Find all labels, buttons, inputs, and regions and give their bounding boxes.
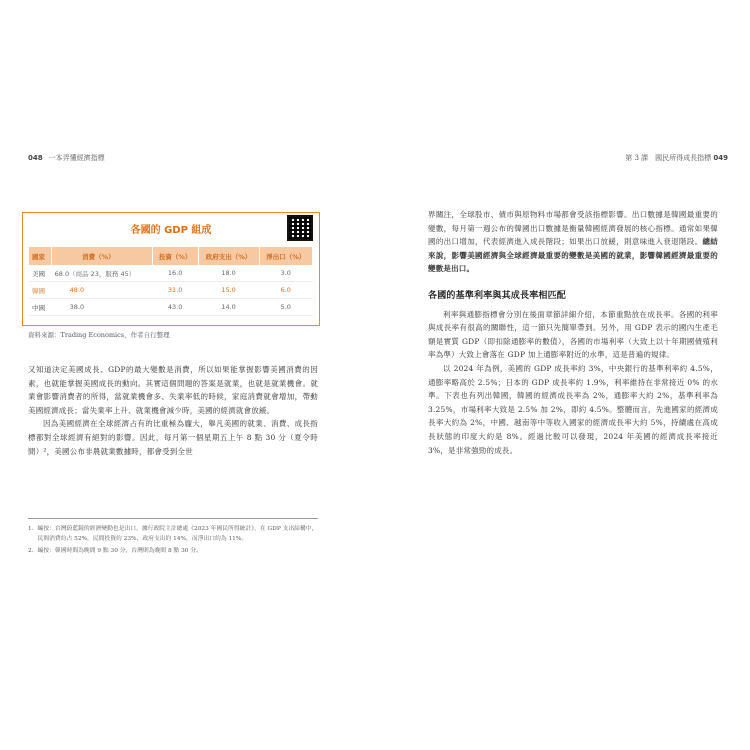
- qr-code-icon: [287, 215, 313, 241]
- footnote-1: [28, 525, 318, 544]
- right-page: [428, 150, 728, 166]
- header-government: 政府支出（%）: [198, 247, 259, 265]
- footnote-text: 編按：台灣蔚藍鏡的經濟變動也是出口，據行政院主計總處《2023 年國民所得統計》，在 GDP 支出結構中，民間消費約占 52%，民間投資約 23%，政府支出約 14%，而淨出口約為 11%。: [37, 526, 318, 542]
- right-body-text: [428, 208, 718, 457]
- cell-net-exports: 6.0: [259, 282, 312, 299]
- left-body-text: [28, 363, 318, 458]
- cell-investment: 16.0: [152, 265, 198, 282]
- gdp-composition-box: [22, 212, 320, 326]
- cell-investment: 31.0: [152, 282, 198, 299]
- cell-government: 15.0: [198, 282, 259, 299]
- left-page: [28, 150, 328, 166]
- cell-net-exports: 3.0: [259, 265, 312, 282]
- right-paragraph-1: 利率與通膨指標會分別在後面章節詳細介紹，本節重點放在成長率。各國的利率與成長率有很高的關聯性，這一節只先簡單帶到。另外，用 GDP 表示的國內生產毛額是實質 GDP（即扣除通膨率的數值），各國的市場利率（大致上以十年期國債殖利率為準）大致上會落在 GDP 加上通膨率附近的水準，這是普遍的規律。: [428, 309, 718, 360]
- gdp-row-korea: [29, 282, 313, 299]
- left-paragraph-1: 又知道決定美國成長、GDP的最大變數是消費，所以如果能掌握影響美國消費的因素，也就能掌握美國成長的動向。其實這個問題的答案是就業，也就是就業機會。就業會影響消費者的所得，當就業機會多、失業率低的時候，家庭消費就會增加，帶動美國經濟成長；當失業率上升、就業機會減少時，美國的經濟就會放緩。: [28, 365, 318, 415]
- chapter-title: 第 3 課 國民所得成長指標: [625, 154, 712, 162]
- table-source-note: 資料來源：Trading Economics，作者自行整理: [28, 331, 170, 339]
- header-investment: 投資（%）: [152, 247, 198, 265]
- section-heading: 各國的基準利率與其成長率相匹配: [428, 290, 567, 301]
- footnote-marker: 2.: [28, 548, 34, 555]
- header-consumption: 消費（%）: [52, 247, 153, 265]
- cell-consumption: 48.0: [52, 282, 153, 299]
- footnote-marker: 1.: [28, 526, 34, 532]
- right-paragraph-2: 以 2024 年為例，美國的 GDP 成長率約 3%，中央銀行的基準利率約 4.5%，通膨率略高於 2.5%；日本的 GDP 成長率約 1.9%，利率維持在非常接近 0% 的水準。下表也有列出韓國，韓國的經濟成長率為 2%，通膨率大約 2%，基準利率為 3.25%，市場利率大致是 2.5% 加 2%，即約 4.5%。整體而言，先進國家的經濟成長率大約為 2%，中國、越南等中等收入國家的經濟成長率大約 5%，持續處在高成長狀態的印度大約是 8%。經過比較可以發現，2024 年美國的經濟成長率接近 3%，是非常強勁的成長。: [428, 363, 718, 455]
- cell-consumption: 68.0（商品 23，服務 45）: [52, 265, 153, 282]
- intro-plain-text: 界關注，全球股市、債市與原物料市場都會受該指標影響。出口數據是韓國最重要的變數，每月第一週公布的韓國出口數據是衡量韓國經濟發展的核心指標。通常如果韓國的出口增加，代表經濟進入成長階段；如果出口放緩，則意味進入衰退階段。: [428, 210, 718, 247]
- footnote-text: 編按：韓國時間為晚間 9 點 30 分，台灣則為晚間 8 點 30 分。: [37, 548, 202, 555]
- cell-investment: 43.0: [152, 299, 198, 316]
- right-running-head: [428, 150, 728, 166]
- header-net-exports: 淨出口（%）: [259, 247, 312, 265]
- cell-country: 中國: [29, 299, 52, 316]
- gdp-table: [29, 247, 313, 316]
- cell-government: 18.0: [198, 265, 259, 282]
- cell-consumption: 38.0: [52, 299, 153, 316]
- right-page-number: 049: [713, 154, 728, 162]
- footnotes: [28, 518, 318, 560]
- footnote-2: [28, 547, 318, 557]
- right-intro-paragraph: [428, 208, 718, 276]
- cell-country: 美國: [29, 265, 52, 282]
- intro-bold-summary: 總結來說，影響美國經濟與全球經濟最重要的變數是美國的就業，影響韓國經濟最重要的變數是出口。: [428, 237, 718, 274]
- header-country: 國家: [29, 247, 52, 265]
- gdp-table-header-row: [29, 247, 313, 265]
- left-running-head: [28, 150, 328, 166]
- gdp-row-us: [29, 265, 313, 282]
- left-paragraph-2: 因為美國經濟在全球經濟占有的比重極為龐大，舉凡美國的就業、消費、成長指標都對全球經濟有絕對的影響。因此，每月第一個星期五上午 8 點 30 分（夏令時間）²，美國公布非農就業數據時，都會受到全世: [28, 419, 318, 456]
- book-title: 一本弄懂經濟指標: [48, 154, 105, 162]
- cell-country: 韓國: [29, 282, 52, 299]
- cell-government: 14.0: [198, 299, 259, 316]
- gdp-box-title: 各國的 GDP 組成: [130, 225, 212, 236]
- cell-net-exports: 5.0: [259, 299, 312, 316]
- gdp-row-china: [29, 299, 313, 316]
- left-page-number: 048: [28, 154, 43, 162]
